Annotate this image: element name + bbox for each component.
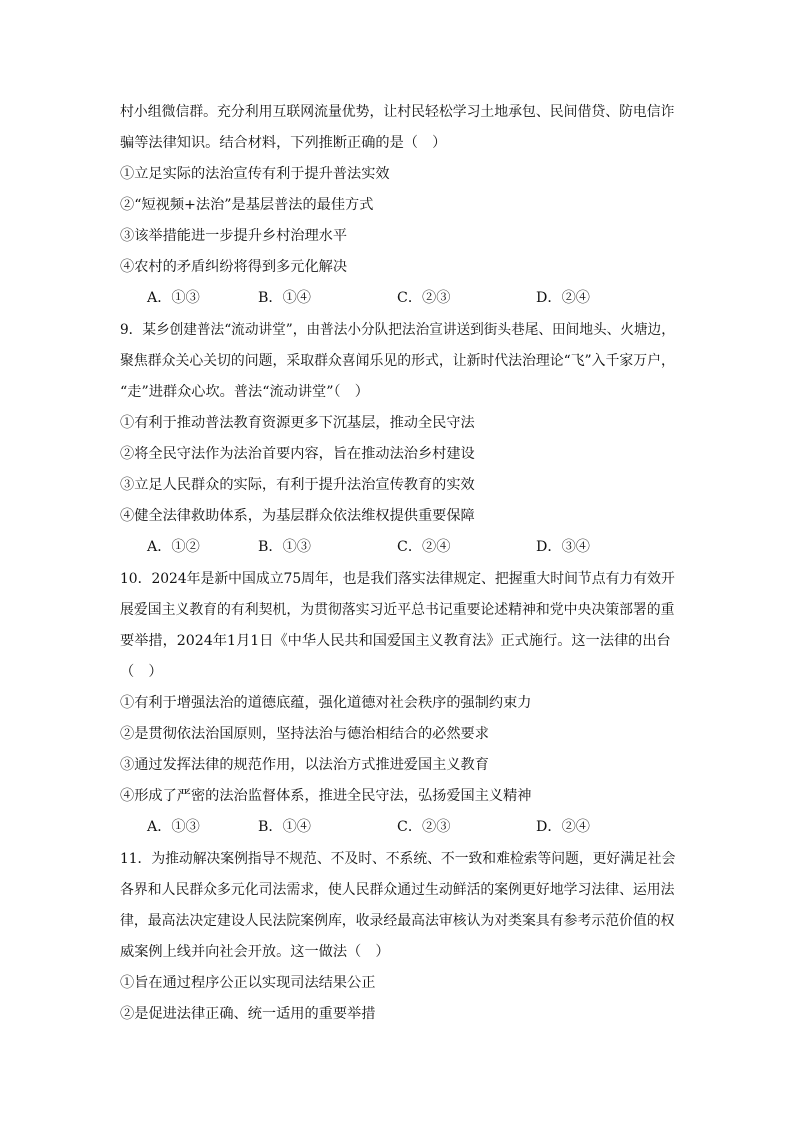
q9-option-b: B．①③ [258,539,311,555]
q8-option-b: B．①④ [258,290,311,306]
q9-statement-4: ④健全法律救助体系，为基层群众依法维权提供重要保障 [120,508,475,524]
q9-option-a: A．①② [147,539,200,555]
q8-statement-2: ②“短视频+法治”是基层普法的最佳方式 [120,197,374,213]
q10-statement-1: ①有利于增强法治的道德底蕴，强化道德对社会秩序的强制约束力 [120,695,532,711]
q9-option-d: D．③④ [536,539,590,555]
q10-stem-line-1: 10．2024年是新中国成立75周年，也是我们落实法律规定、把握重大时间节点有力有效开 [120,571,675,587]
q11-stem-line-4: 威案例上线并向社会开放。这一做法（ ） [120,944,390,960]
q8-statement-1: ①立足实际的法治宣传有利于提升普法实效 [120,166,390,182]
q8-option-c: C．②③ [397,290,451,306]
q11-stem-line-2: 各界和人民群众多元化司法需求，使人民群众通过生动鲜活的案例更好地学习法律、运用法 [120,882,675,898]
q10-stem-line-2: 展爱国主义教育的有利契机，为贯彻落实习近平总书记重要论述精神和党中央决策部署的重 [120,602,675,618]
q10-statement-2: ②是贯彻依法治国原则，坚持法治与德治相结合的必然要求 [120,726,489,742]
q10-option-a: A．①③ [147,819,200,835]
q8-statement-4: ④农村的矛盾纠纷将得到多元化解决 [120,259,348,275]
q11-stem-line-1: 11．为推动解决案例指导不规范、不及时、不系统、不一致和难检索等问题，更好满足社会 [120,851,676,867]
q10-option-b: B．①④ [258,819,311,835]
q8-stem-line-2: 骗等法律知识。结合材料，下列推断正确的是（ ） [120,135,447,151]
q10-stem-line-3: 要举措，2024年1月1日《中华人民共和国爱国主义教育法》正式施行。这一法律的出台 [120,633,671,649]
q11-stem-line-3: 律，最高法决定建设人民法院案例库，收录经最高法审核认为对类案具有参考示范价值的权 [120,913,675,929]
q9-stem-line-3: “走”进群众心坎。普法“流动讲堂”（ ） [120,384,369,400]
q8-option-a: A．①③ [147,290,200,306]
q11-statement-2: ②是促进法律正确、统一适用的重要举措 [120,1006,376,1022]
q8-statement-3: ③该举措能进一步提升乡村治理水平 [120,228,348,244]
q9-option-c: C．②④ [397,539,451,555]
q9-stem-line-2: 聚焦群众关心关切的问题，采取群众喜闻乐见的形式，让新时代法治理论“飞”入千家万户， [120,353,675,369]
q8-stem-line-1: 村小组微信群。充分利用互联网流量优势，让村民轻松学习土地承包、民间借贷、防电信诈 [120,104,675,120]
q8-option-d: D．②④ [536,290,590,306]
q9-statement-1: ①有利于推动普法教育资源更多下沉基层，推动全民守法 [120,415,475,431]
q10-option-c: C．②③ [397,819,451,835]
q9-stem-line-1: 9．某乡创建普法“流动讲堂”，由普法小分队把法治宣讲送到街头巷尾、田间地头、火塘边， [120,322,675,338]
q10-statement-3: ③通过发挥法律的规范作用，以法治方式推进爱国主义教育 [120,757,489,773]
q10-statement-4: ④形成了严密的法治监督体系，推进全民守法，弘扬爱国主义精神 [120,788,532,804]
q9-statement-2: ②将全民守法作为法治首要内容，旨在推动法治乡村建设 [120,446,475,462]
q10-stem-line-4: （ ） [120,664,163,680]
q9-statement-3: ③立足人民群众的实际，有利于提升法治宣传教育的实效 [120,477,475,493]
q10-option-d: D．②④ [536,819,590,835]
q11-statement-1: ①旨在通过程序公正以实现司法结果公正 [120,975,376,991]
